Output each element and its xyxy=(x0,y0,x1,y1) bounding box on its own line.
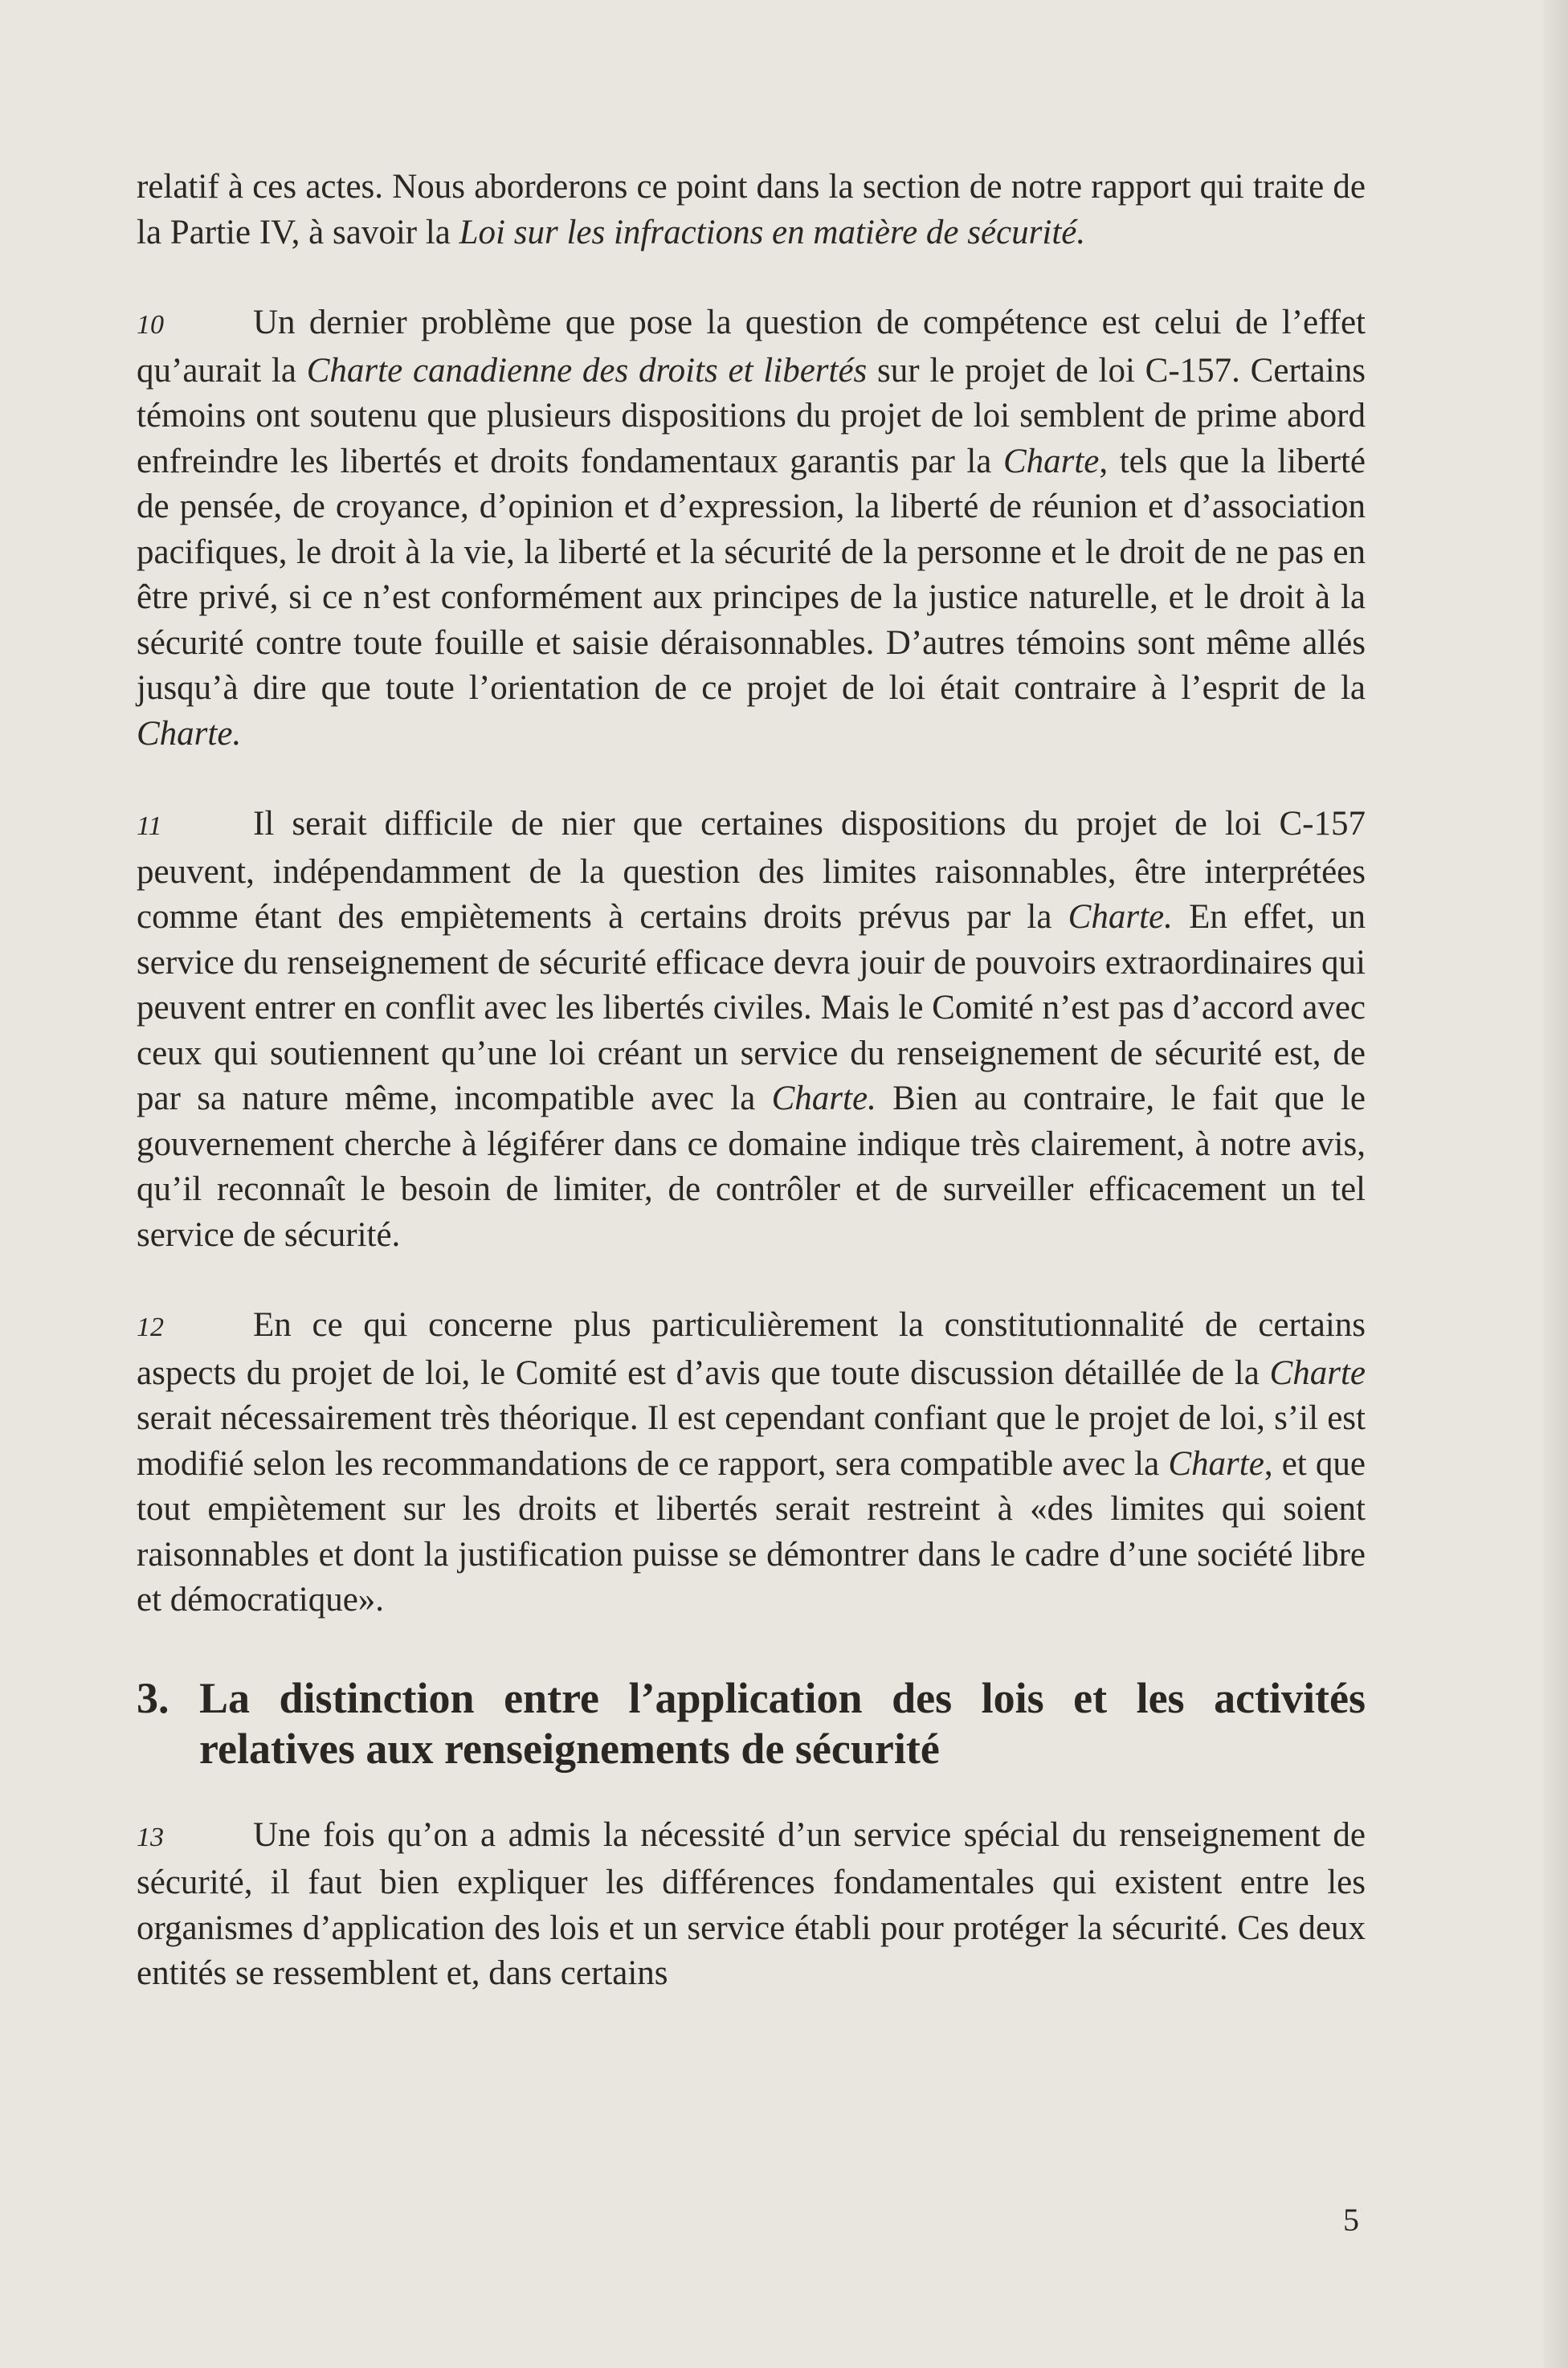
paragraph-text: Un dernier problème que pose la question de compétence est celui de l’effet qu’aurait la xyxy=(137,304,1366,390)
paragraph-text: serait nécessairement très théorique. Il est cependant confiant que le projet de loi, s’il est modifié selon les recommandations de ce rapport, sera compatible avec la xyxy=(137,1399,1366,1483)
italic-text: Charte. xyxy=(137,714,242,753)
page-number: 5 xyxy=(1343,2202,1359,2238)
paragraph-number: 12 xyxy=(137,1313,164,1342)
paragraph xyxy=(137,802,1366,1258)
paragraph xyxy=(137,1303,1366,1623)
paragraph-number: 13 xyxy=(137,1822,164,1852)
section-number: 3. xyxy=(137,1673,169,1722)
paragraph-text: sur le projet de loi C-157. Certains témoins ont soutenu que plusieurs dispositions du projet de loi semblent de prime abord enfreindre les libertés et droits fondamentaux garantis par la xyxy=(137,351,1366,480)
paragraphs-after-section xyxy=(137,1813,1366,1997)
paragraph-number: 10 xyxy=(137,310,164,340)
paragraph xyxy=(137,1813,1366,1997)
paragraph-text: relatif à ces actes. Nous aborderons ce point dans la section de notre rapport qui traite de la Partie IV, à savoir la xyxy=(137,168,1366,251)
paragraph-text: Bien au contraire, le fait que le gouvernement cherche à légiférer dans ce domaine indique très clairement, à notre avis, qu’il reconnaît le besoin de limiter, de contrôler et de surveiller efficacement un tel service de sécurité. xyxy=(137,1080,1366,1254)
page-body xyxy=(137,165,1366,1997)
paragraph-text: Une fois qu’on a admis la nécessité d’un service spécial du renseignement de sécurité, il faut bien expliquer les différences fondamentales qui existent entre les organismes d’application des lois et un service établi pour protéger la sécurité. Ces deux entités se ressemblent et, dans certains xyxy=(137,1815,1366,1992)
italic-text: Charte canadienne des droits et libertés xyxy=(306,351,868,390)
italic-text: Charte xyxy=(1168,1444,1264,1483)
paragraph-text: Il serait difficile de nier que certaines dispositions du projet de loi C-157 peuvent, indépendamment de la question des limites raisonnables, être interprétées comme étant des empiètements à certains droits prévus par la xyxy=(137,805,1366,936)
italic-text: Charte xyxy=(1269,1353,1366,1392)
section-title: La distinction entre l’application des lois et les activités relatives aux renseignements de sécurité xyxy=(199,1673,1366,1773)
paragraph-text: En ce qui concerne plus particulièrement la constitutionnalité de certains aspects du projet de loi, le Comité est d’avis que toute discussion détaillée de la xyxy=(137,1306,1366,1392)
section-heading xyxy=(137,1673,1366,1774)
paragraph-text: En effet, un service du renseignement de sécurité efficace devra jouir de pouvoirs extraordinaires qui peuvent entrer en conflit avec les libertés civiles. Mais le Comité n’est pas d’accord avec ceux qui soutiennent qu’une loi créant un service du renseignement de sécurité est, de par sa nature même, incompatible avec la xyxy=(137,898,1366,1117)
paragraph xyxy=(137,165,1366,255)
italic-text: Charte. xyxy=(771,1080,876,1117)
paragraph xyxy=(137,300,1366,757)
paragraphs-before-section xyxy=(137,165,1366,1623)
italic-text: Charte. xyxy=(1068,898,1173,936)
italic-text: Loi sur les infractions en matière de sécurité. xyxy=(459,213,1086,251)
paragraph-text: , et que tout empiètement sur les droits et libertés serait restreint à «des limites qui soient raisonnables et dont la justification puisse se démontrer dans le cadre d’une société libre et démocratique». xyxy=(137,1444,1366,1619)
paragraph-number: 11 xyxy=(137,811,162,841)
italic-text: Charte xyxy=(1002,442,1100,480)
page-edge xyxy=(1544,0,1568,2368)
paragraph-text: , tels que la liberté de pensée, de croyance, d’opinion et d’expression, la liberté de réunion et d’association pacifiques, le droit à la vie, la liberté et la sécurité de la personne et le droit de ne pas en être privé, si ce n’est conformément aux principes de la justice naturelle, et le droit à la sécurité contre toute fouille et saisie déraisonnables. D’autres témoins sont même allés jusqu’à dire que toute l’orientation de ce projet de loi était contraire à l’esprit de la xyxy=(137,442,1366,707)
